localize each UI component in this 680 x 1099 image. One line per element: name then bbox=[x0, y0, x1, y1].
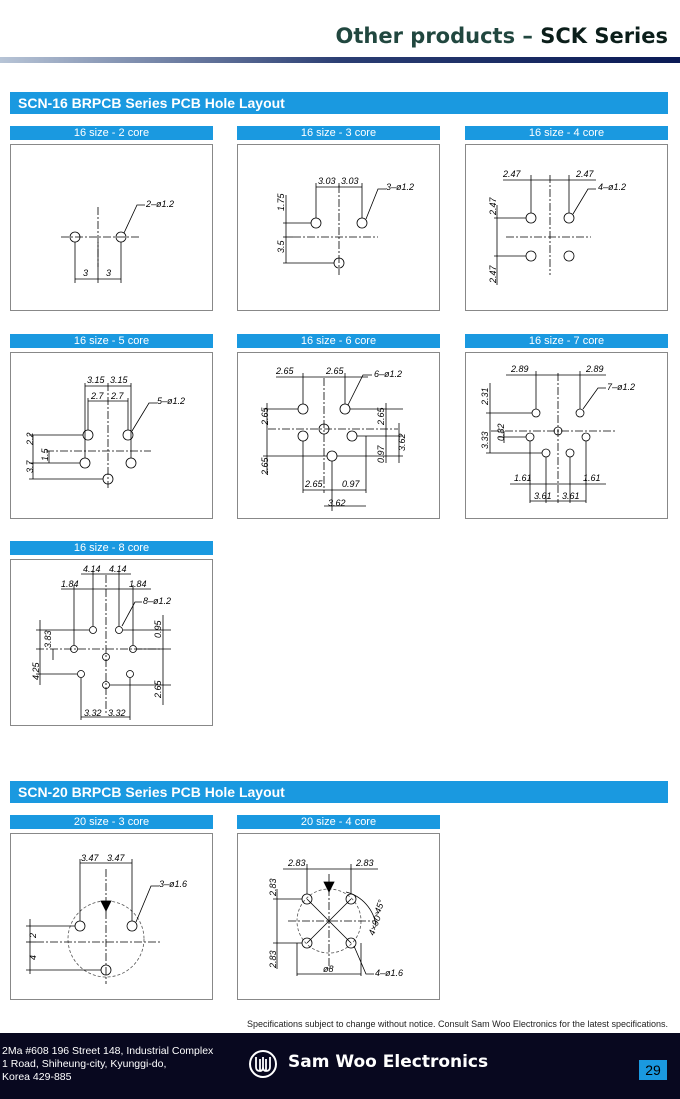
dim-3core-v2: 3.5 bbox=[276, 240, 286, 253]
dim-5core-t2: 3.15 bbox=[110, 375, 128, 385]
dim-6core-t2: 2.65 bbox=[326, 366, 344, 376]
dim-6core-r2: 0.97 bbox=[376, 445, 386, 463]
dim-4core-t2: 2.47 bbox=[576, 169, 594, 179]
dim-7core-t1: 2.89 bbox=[511, 364, 529, 374]
dim-6core-r1: 2.65 bbox=[376, 407, 386, 425]
dim-6core-b2: 0.97 bbox=[342, 479, 360, 489]
address-line-2: 1 Road, Shiheung-city, Kyunggi-do, bbox=[2, 1058, 167, 1070]
dim-6core-r3: 3.62 bbox=[397, 433, 407, 451]
drawing-16-7core bbox=[465, 352, 668, 519]
caption-16-8core: 16 size - 8 core bbox=[10, 541, 213, 555]
header-title-prefix: Other products – bbox=[335, 24, 541, 48]
dim-3core-hole: 3–ø1.2 bbox=[386, 182, 415, 192]
dim-2core-hole: 2–ø1.2 bbox=[146, 199, 175, 209]
dim-6core-b3: 3.62 bbox=[328, 498, 346, 508]
dim-8core-t1: 4.14 bbox=[83, 564, 101, 574]
caption-20-4core: 20 size - 4 core bbox=[237, 815, 440, 829]
dim-20s3-v2: 4 bbox=[28, 954, 38, 960]
dim-6core-b1: 2.65 bbox=[305, 479, 323, 489]
dim-6core-v1: 2.65 bbox=[260, 407, 270, 425]
drawing-16-5core bbox=[10, 352, 213, 519]
dim-7core-b3: 3.61 bbox=[534, 491, 552, 501]
dim-8core-t4: 1.84 bbox=[129, 579, 147, 589]
dim-5core-v1: 2.2 bbox=[25, 432, 35, 445]
dim-20s4-dia: ø8 bbox=[323, 964, 334, 974]
samwoo-logo-icon bbox=[248, 1049, 278, 1079]
dim-8core-b1: 3.32 bbox=[84, 708, 102, 718]
dim-5core-v3: 1.5 bbox=[40, 448, 50, 461]
dim-8core-b2: 3.32 bbox=[108, 708, 126, 718]
page-header-title bbox=[336, 24, 668, 48]
caption-16-4core: 16 size - 4 core bbox=[465, 126, 668, 140]
section-title-scn16: SCN-16 BRPCB Series PCB Hole Layout bbox=[10, 92, 668, 114]
dim-2core-d1: 3 bbox=[83, 268, 89, 278]
drawing-20-3core bbox=[10, 833, 213, 1000]
header-rule bbox=[0, 57, 680, 63]
section-title-scn20: SCN-20 BRPCB Series PCB Hole Layout bbox=[10, 781, 668, 803]
spec-note: Specifications subject to change without notice. Consult Sam Woo Electronics for the latest specifications. bbox=[246, 1019, 668, 1029]
drawing-16-6core bbox=[237, 352, 440, 519]
drawing-16-4core bbox=[465, 144, 668, 311]
address-line-3: Korea 429-885 bbox=[2, 1071, 72, 1083]
dim-3core-v1: 1.75 bbox=[276, 193, 286, 211]
dim-5core-t3: 2.7 bbox=[91, 391, 104, 401]
drawing-16-8core bbox=[10, 559, 213, 726]
dim-20s3-v1: 2 bbox=[28, 932, 38, 938]
dim-7core-t2: 2.89 bbox=[586, 364, 604, 374]
dim-7core-b1: 1.61 bbox=[514, 473, 532, 483]
dim-5core-v2: 3.7 bbox=[25, 460, 35, 473]
dim-20s4-v2: 2.83 bbox=[268, 950, 278, 968]
dim-4core-v2: 2.47 bbox=[488, 265, 498, 283]
brand-name: Sam Woo Electronics bbox=[288, 1052, 489, 1072]
dim-8core-hole: 8–ø1.2 bbox=[143, 596, 172, 606]
dim-4core-v1: 2.47 bbox=[488, 197, 498, 215]
caption-16-7core: 16 size - 7 core bbox=[465, 334, 668, 348]
caption-16-3core: 16 size - 3 core bbox=[237, 126, 440, 140]
dim-20s4-t2: 2.83 bbox=[356, 858, 374, 868]
dim-20s4-ang: 4×90° bbox=[366, 910, 385, 937]
caption-16-2core: 16 size - 2 core bbox=[10, 126, 213, 140]
caption-20-3core: 20 size - 3 core bbox=[10, 815, 213, 829]
dim-6core-t1: 2.65 bbox=[276, 366, 294, 376]
dim-7core-hole: 7–ø1.2 bbox=[607, 382, 636, 392]
dim-20s4-hole: 4–ø1.6 bbox=[375, 968, 404, 978]
dim-8core-v1: 3.83 bbox=[43, 630, 53, 648]
dim-7core-v3: 0.82 bbox=[496, 423, 506, 441]
dim-7core-b4: 3.61 bbox=[562, 491, 580, 501]
dim-6core-v2: 2.65 bbox=[260, 457, 270, 475]
dim-20s3-hole: 3–ø1.6 bbox=[159, 879, 188, 889]
footer bbox=[0, 1033, 680, 1099]
dim-7core-b2: 1.61 bbox=[583, 473, 601, 483]
dim-8core-r1: 0.95 bbox=[153, 620, 163, 638]
dim-3core-t2: 3.03 bbox=[341, 176, 359, 186]
caption-16-6core: 16 size - 6 core bbox=[237, 334, 440, 348]
dim-6core-hole: 6–ø1.2 bbox=[374, 369, 403, 379]
drawing-16-3core bbox=[237, 144, 440, 311]
dim-5core-t1: 3.15 bbox=[87, 375, 105, 385]
dim-2core-d2: 3 bbox=[106, 268, 112, 278]
footer-address bbox=[2, 1045, 213, 1084]
dim-8core-t3: 1.84 bbox=[61, 579, 79, 589]
header-title-series: SCK Series bbox=[540, 24, 668, 48]
address-line-1: 2Ma #608 196 Street 148, Industrial Complex bbox=[2, 1045, 214, 1057]
dim-5core-t4: 2.7 bbox=[111, 391, 124, 401]
dim-7core-v2: 3.33 bbox=[480, 431, 490, 449]
dim-20s3-t2: 3.47 bbox=[107, 853, 125, 863]
drawing-20-4core bbox=[237, 833, 440, 1000]
caption-16-5core: 16 size - 5 core bbox=[10, 334, 213, 348]
page-number: 29 bbox=[639, 1060, 667, 1080]
dim-20s4-ang2: 45° bbox=[372, 898, 387, 915]
dim-8core-v2: 4.25 bbox=[31, 662, 41, 680]
dim-20s3-t1: 3.47 bbox=[81, 853, 99, 863]
dim-3core-t1: 3.03 bbox=[318, 176, 336, 186]
dim-8core-r2: 2.65 bbox=[153, 680, 163, 698]
dim-4core-t1: 2.47 bbox=[503, 169, 521, 179]
dim-7core-v1: 2.31 bbox=[480, 387, 490, 405]
dim-8core-t2: 4.14 bbox=[109, 564, 127, 574]
dim-4core-hole: 4–ø1.2 bbox=[598, 182, 627, 192]
drawing-16-2core bbox=[10, 144, 213, 311]
dim-20s4-v1: 2.83 bbox=[268, 878, 278, 896]
dim-5core-hole: 5–ø1.2 bbox=[157, 396, 186, 406]
dim-20s4-t1: 2.83 bbox=[288, 858, 306, 868]
